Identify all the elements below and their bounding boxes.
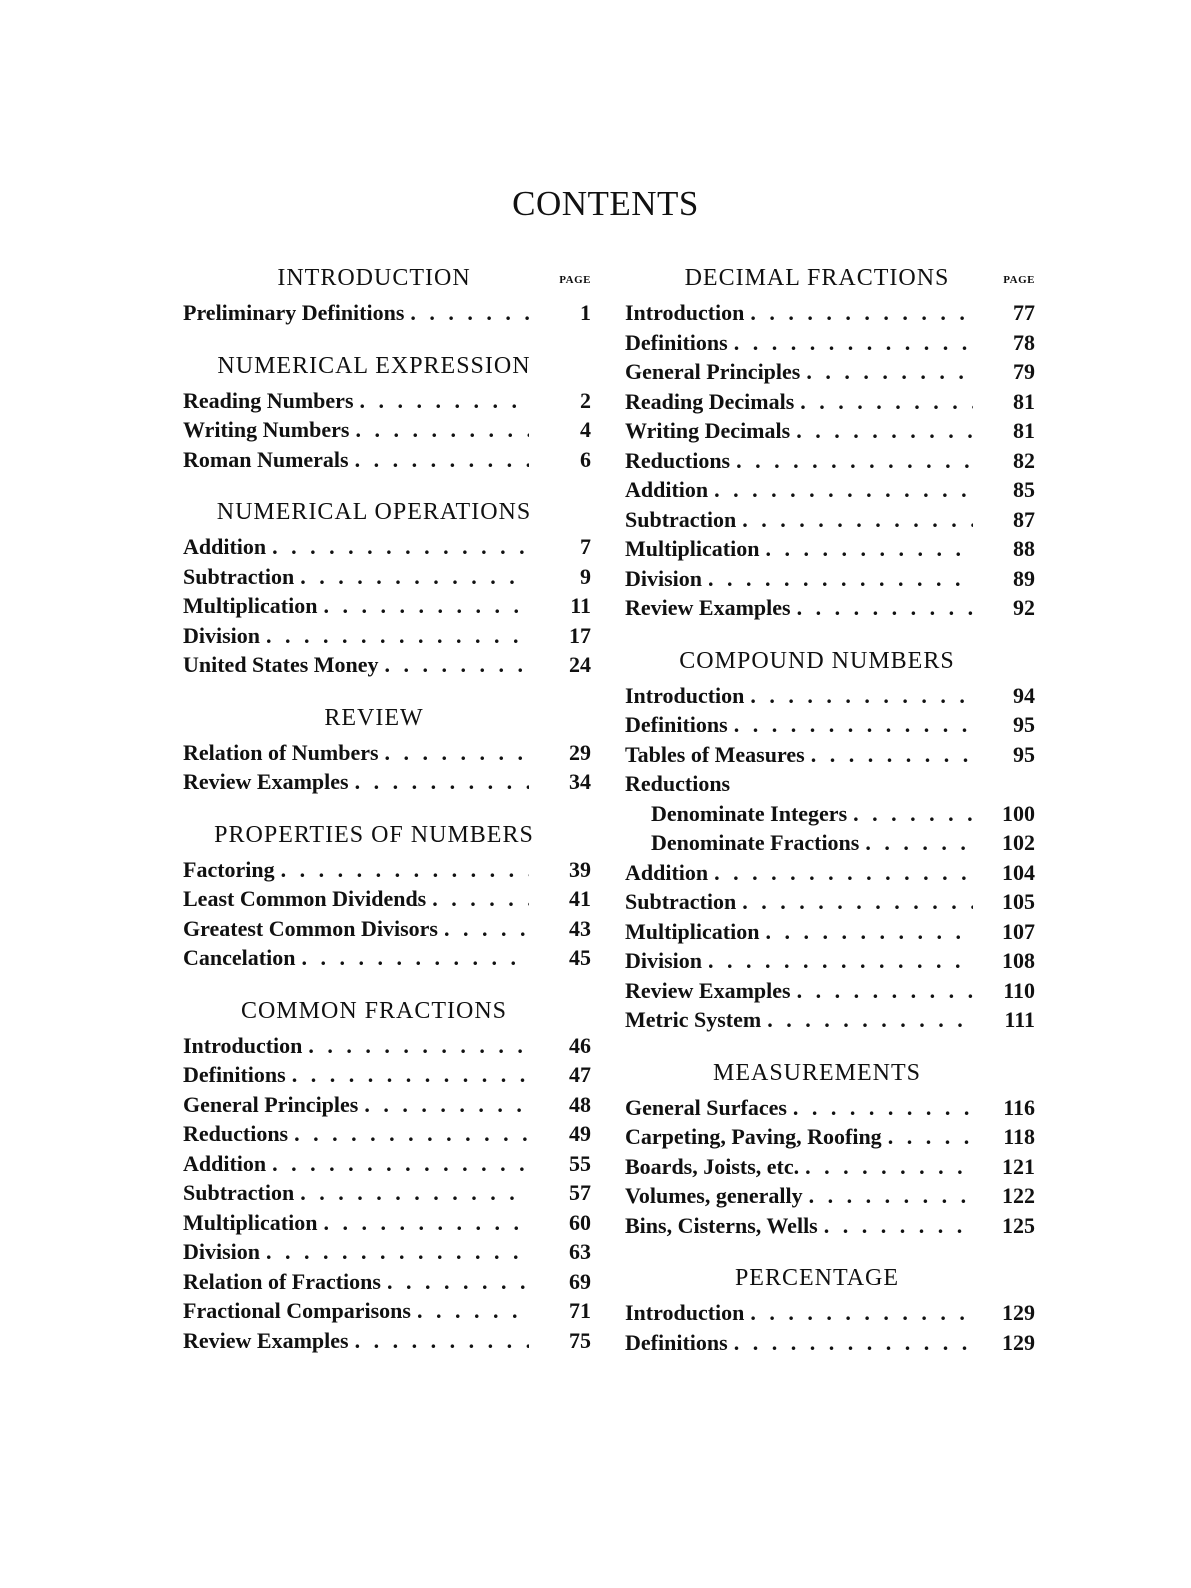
section-measurements xyxy=(625,1053,1035,1241)
dot-leader xyxy=(426,884,529,914)
toc-entry-page-number: 116 xyxy=(1003,1094,1035,1120)
dot-leader xyxy=(260,1237,529,1267)
toc-entry[interactable] xyxy=(183,855,591,885)
toc-entry-label: Introduction xyxy=(625,300,745,325)
section-heading-text: NUMERICAL EXPRESSION xyxy=(217,352,531,379)
toc-entry-label: Factoring xyxy=(183,856,275,882)
toc-entry[interactable] xyxy=(625,387,1035,417)
toc-entry[interactable] xyxy=(625,298,1035,328)
dot-leader xyxy=(744,1298,973,1328)
toc-entry-page-number: 94 xyxy=(1013,682,1035,708)
toc-entry[interactable] xyxy=(183,621,591,651)
dot-leader xyxy=(791,976,973,1006)
section-review xyxy=(183,698,591,797)
section-numerical-operations xyxy=(183,492,591,680)
toc-entry-page-number: 2 xyxy=(580,387,591,413)
toc-entry[interactable] xyxy=(183,532,591,562)
toc-entry-page-number: 118 xyxy=(1003,1124,1035,1149)
toc-entry[interactable] xyxy=(183,1178,591,1208)
toc-entry[interactable] xyxy=(625,1005,1035,1035)
toc-entry-page-number: 77 xyxy=(1013,300,1035,325)
page-column-label: PAGE xyxy=(559,274,591,286)
section-heading-text: INTRODUCTION xyxy=(277,265,471,291)
dot-leader xyxy=(358,1090,529,1120)
toc-entry-label: Subtraction xyxy=(625,506,737,532)
toc-entry[interactable] xyxy=(183,445,591,475)
toc-entry-page-number: 85 xyxy=(1013,477,1035,502)
dot-leader xyxy=(294,1178,529,1208)
toc-entry-label: Introduction xyxy=(183,1032,303,1058)
toc-entry-page-number: 75 xyxy=(569,1327,591,1353)
toc-entry[interactable] xyxy=(625,1122,1035,1152)
toc-entry-page-number: 82 xyxy=(1013,447,1035,473)
dot-leader xyxy=(708,475,973,505)
toc-entry-label: Division xyxy=(625,565,703,591)
dot-leader xyxy=(286,1060,529,1090)
dot-leader xyxy=(295,943,529,973)
toc-entry-label: Definitions xyxy=(625,329,728,355)
toc-entry-label: Bins, Cisterns, Wells xyxy=(625,1212,818,1238)
toc-entry-page-number: 110 xyxy=(1003,977,1035,1003)
dot-leader xyxy=(728,1328,973,1358)
dot-leader xyxy=(759,917,973,947)
dot-leader xyxy=(702,946,973,976)
section-percentage xyxy=(625,1258,1035,1357)
toc-entry-page-number: 88 xyxy=(1013,536,1035,561)
dot-leader xyxy=(736,505,973,535)
dot-leader xyxy=(787,1093,973,1123)
toc-entry-page-number: 48 xyxy=(569,1091,591,1117)
toc-entry-label: Definitions xyxy=(183,1062,286,1087)
toc-entry-page-number: 78 xyxy=(1013,329,1035,355)
dot-leader xyxy=(800,357,973,387)
toc-entry[interactable] xyxy=(183,914,591,944)
dot-leader xyxy=(702,564,973,594)
dot-leader xyxy=(708,858,973,888)
toc-entry[interactable] xyxy=(625,564,1035,594)
toc-entry[interactable] xyxy=(625,534,1035,564)
toc-entry-page-number: 71 xyxy=(569,1298,591,1323)
toc-entry-label: Multiplication xyxy=(625,536,760,561)
dot-leader xyxy=(288,1119,529,1149)
dot-leader xyxy=(728,710,973,740)
toc-entry[interactable] xyxy=(625,858,1035,888)
section-heading-text: COMPOUND NUMBERS xyxy=(679,647,955,674)
dot-leader xyxy=(379,650,529,680)
toc-entry-label: Writing Numbers xyxy=(183,417,350,442)
toc-entry-label: Preliminary Definitions xyxy=(183,300,405,325)
toc-entry-label: Carpeting, Paving, Roofing xyxy=(625,1124,882,1149)
section-heading xyxy=(625,258,1035,298)
dot-leader xyxy=(294,562,529,592)
dot-leader xyxy=(818,1211,973,1241)
toc-entry-page-number: 1 xyxy=(580,300,591,325)
dot-leader xyxy=(438,914,529,944)
toc-entry-page-number: 46 xyxy=(569,1032,591,1058)
toc-entry[interactable] xyxy=(625,328,1035,358)
toc-entry-page-number: 107 xyxy=(1002,918,1035,944)
toc-entry-page-number: 4 xyxy=(580,417,591,442)
section-heading-text: PERCENTAGE xyxy=(734,1265,900,1291)
toc-entry[interactable] xyxy=(625,1211,1035,1241)
toc-entry-label: Subtraction xyxy=(183,563,295,589)
toc-entry-page-number: 41 xyxy=(569,886,591,911)
toc-entry-page-number: 79 xyxy=(1013,359,1035,384)
toc-entry-page-number: 129 xyxy=(1002,1300,1035,1325)
toc-entry-label: Review Examples xyxy=(625,595,791,620)
toc-entry-page-number: 100 xyxy=(1002,800,1035,826)
toc-entry-label: Division xyxy=(625,948,703,973)
toc-entry[interactable] xyxy=(625,887,1035,917)
toc-entry[interactable] xyxy=(625,475,1035,505)
toc-entry-label: Addition xyxy=(183,534,267,559)
dot-leader xyxy=(349,445,529,475)
dot-leader xyxy=(302,1031,529,1061)
toc-entry-page-number: 7 xyxy=(580,534,591,559)
dot-leader xyxy=(728,328,973,358)
dot-leader xyxy=(379,738,529,768)
toc-entry[interactable] xyxy=(625,1298,1035,1328)
toc-entry[interactable] xyxy=(625,505,1035,535)
toc-entry-label: Reading Numbers xyxy=(183,387,354,413)
toc-entry[interactable] xyxy=(625,681,1035,711)
toc-entry-page-number: 11 xyxy=(570,593,591,618)
toc-entry-page-number: 95 xyxy=(1013,712,1035,737)
toc-entry[interactable] xyxy=(625,946,1035,976)
section-heading xyxy=(625,641,1035,681)
section-heading-text: DECIMAL FRACTIONS xyxy=(684,265,950,291)
section-heading xyxy=(183,492,591,532)
toc-entry-label: Cancelation xyxy=(183,945,296,970)
toc-entry-label: Addition xyxy=(625,859,709,885)
toc-entry-label: Metric System xyxy=(625,1007,762,1032)
toc-entry-page-number: 108 xyxy=(1002,948,1035,973)
toc-entry-page-number: 81 xyxy=(1013,418,1035,443)
toc-entry-page-number: 129 xyxy=(1002,1329,1035,1355)
section-heading xyxy=(625,1258,1035,1298)
toc-entry-page-number: 47 xyxy=(569,1062,591,1087)
toc-entry-page-number: 49 xyxy=(569,1121,591,1146)
toc-entry[interactable] xyxy=(625,593,1035,623)
toc-entry-label: Denominate Fractions xyxy=(651,830,860,855)
toc-entry-page-number: 89 xyxy=(1013,565,1035,591)
dot-leader xyxy=(404,298,529,328)
toc-entry[interactable] xyxy=(625,446,1035,476)
toc-entry[interactable] xyxy=(183,1326,591,1356)
toc-entry[interactable] xyxy=(183,1149,591,1179)
toc-entry-page-number: 6 xyxy=(580,446,591,472)
dot-leader xyxy=(266,532,529,562)
toc-entry-label: Subtraction xyxy=(625,889,737,914)
toc-entry-label: Definitions xyxy=(625,712,728,737)
toc-entry-label: Division xyxy=(183,622,261,648)
toc-entry[interactable] xyxy=(183,298,591,328)
toc-entry[interactable] xyxy=(183,884,591,914)
section-heading xyxy=(183,815,591,855)
dot-leader xyxy=(799,1152,973,1182)
toc-entry-page-number: 57 xyxy=(569,1180,591,1205)
toc-entry-page-number: 111 xyxy=(1004,1007,1035,1032)
dot-leader xyxy=(317,591,529,621)
right-column xyxy=(625,258,1035,1375)
toc-entry-label: General Principles xyxy=(625,359,801,384)
toc-entry-page-number: 69 xyxy=(569,1268,591,1294)
toc-entry-label: Tables of Measures xyxy=(625,741,805,767)
toc-entry[interactable] xyxy=(183,1296,591,1326)
toc-entry-page-number: 45 xyxy=(569,945,591,970)
toc-entry[interactable] xyxy=(183,1031,591,1061)
dot-leader xyxy=(411,1296,529,1326)
toc-entry-label: Addition xyxy=(183,1150,267,1176)
dot-leader xyxy=(791,593,973,623)
toc-entry-label: Multiplication xyxy=(183,593,318,618)
dot-leader xyxy=(847,799,973,829)
dot-leader xyxy=(803,1181,973,1211)
toc-entry-label: General Surfaces xyxy=(625,1094,787,1120)
toc-entry-page-number: 29 xyxy=(569,739,591,765)
toc-entry[interactable] xyxy=(183,1237,591,1267)
toc-entry[interactable] xyxy=(625,799,1035,829)
section-compound-numbers xyxy=(625,641,1035,1035)
toc-entry-label: Reductions xyxy=(183,1121,289,1146)
toc-entry-label: Addition xyxy=(625,477,709,502)
section-heading-text: MEASUREMENTS xyxy=(712,1059,922,1086)
toc-entry-page-number: 104 xyxy=(1002,859,1035,885)
section-properties-of-numbers xyxy=(183,815,591,973)
dot-leader xyxy=(759,534,973,564)
section-numerical-expression xyxy=(183,346,591,475)
section-heading-text: COMMON FRACTIONS xyxy=(240,997,508,1024)
toc-entry[interactable] xyxy=(625,416,1035,446)
section-heading-text: PROPERTIES OF NUMBERS xyxy=(214,821,534,848)
toc-entry-page-number: 39 xyxy=(569,856,591,882)
toc-entry-page-number: 34 xyxy=(569,769,591,794)
section-heading xyxy=(183,698,591,738)
toc-entry[interactable] xyxy=(625,710,1035,740)
toc-entry[interactable] xyxy=(183,1208,591,1238)
toc-entry-page-number: 125 xyxy=(1002,1212,1035,1238)
toc-entry-label: Reading Decimals xyxy=(625,388,795,414)
toc-entry-page-number: 43 xyxy=(569,915,591,941)
toc-entry-page-number: 9 xyxy=(580,563,591,589)
dot-leader xyxy=(381,1267,529,1297)
dot-leader xyxy=(761,1005,973,1035)
toc-entry-label: United States Money xyxy=(183,652,379,677)
dot-leader xyxy=(736,887,973,917)
toc-entry-label: Multiplication xyxy=(625,918,760,944)
dot-leader xyxy=(790,416,973,446)
toc-entry-page-number: 24 xyxy=(569,652,591,677)
dot-leader xyxy=(275,855,529,885)
page-column-label: PAGE xyxy=(1003,274,1035,286)
toc-entry-label: Relation of Fractions xyxy=(183,1268,381,1294)
dot-leader xyxy=(859,828,973,858)
toc-entry-page-number: 122 xyxy=(1002,1183,1035,1208)
toc-entry[interactable] xyxy=(183,1119,591,1149)
toc-entry-label: Multiplication xyxy=(183,1209,318,1235)
page-title: CONTENTS xyxy=(512,184,699,223)
section-heading xyxy=(183,258,591,298)
toc-entry[interactable] xyxy=(183,1060,591,1090)
section-heading-text: REVIEW xyxy=(324,704,424,731)
toc-entry-label: Least Common Dividends xyxy=(183,886,427,911)
toc-entry-page-number: 63 xyxy=(569,1239,591,1264)
dot-leader xyxy=(730,446,973,476)
toc-entry[interactable] xyxy=(183,415,591,445)
dot-leader xyxy=(349,1326,529,1356)
toc-entry[interactable] xyxy=(625,740,1035,770)
section-heading xyxy=(183,991,591,1031)
toc-entry-page-number: 105 xyxy=(1002,889,1035,914)
toc-entry-label: Greatest Common Divisors xyxy=(183,915,438,941)
toc-entry-label: Subtraction xyxy=(183,1180,295,1205)
toc-entry[interactable] xyxy=(625,828,1035,858)
toc-entry-page-number: 87 xyxy=(1013,506,1035,532)
dot-leader xyxy=(882,1122,973,1152)
toc-entry-label: Review Examples xyxy=(183,769,349,794)
toc-entry-page-number: 92 xyxy=(1013,595,1035,620)
section-heading xyxy=(625,1053,1035,1093)
toc-entry[interactable] xyxy=(625,357,1035,387)
left-column xyxy=(183,258,591,1373)
dot-leader xyxy=(794,387,973,417)
section-introduction xyxy=(183,258,591,328)
toc-entry-label: Introduction xyxy=(625,1300,745,1325)
toc-entry-label: Writing Decimals xyxy=(625,418,791,443)
section-decimal-fractions xyxy=(625,258,1035,623)
toc-entry[interactable] xyxy=(625,917,1035,947)
toc-entry-label: Review Examples xyxy=(625,977,791,1003)
toc-entry-label: Definitions xyxy=(625,1329,728,1355)
toc-entry-label: Boards, Joists, etc. xyxy=(625,1153,800,1179)
toc-entry-label: Reductions xyxy=(625,771,731,796)
toc-entry[interactable] xyxy=(625,769,1035,799)
toc-entry[interactable] xyxy=(183,650,591,680)
section-heading-text: NUMERICAL OPERATIONS xyxy=(216,499,532,525)
toc-entry-label: General Principles xyxy=(183,1091,359,1117)
toc-entry[interactable] xyxy=(625,1152,1035,1182)
toc-entry[interactable] xyxy=(183,738,591,768)
dot-leader xyxy=(349,767,529,797)
toc-entry[interactable] xyxy=(625,1181,1035,1211)
dot-leader xyxy=(317,1208,529,1238)
toc-entry-label: Relation of Numbers xyxy=(183,739,379,765)
toc-entry[interactable] xyxy=(183,1090,591,1120)
toc-entry-label: Fractional Comparisons xyxy=(183,1298,411,1323)
toc-entry[interactable] xyxy=(183,1267,591,1297)
dot-leader xyxy=(349,415,529,445)
dot-leader xyxy=(744,681,973,711)
toc-entry-label: Division xyxy=(183,1239,261,1264)
section-heading xyxy=(183,346,591,386)
toc-entry-page-number: 95 xyxy=(1013,741,1035,767)
toc-entry[interactable] xyxy=(625,1328,1035,1358)
toc-entry[interactable] xyxy=(183,562,591,592)
toc-entry-page-number: 55 xyxy=(569,1150,591,1176)
toc-entry-page-number: 121 xyxy=(1002,1153,1035,1179)
toc-entry-page-number: 60 xyxy=(569,1209,591,1235)
dot-leader xyxy=(266,1149,529,1179)
dot-leader xyxy=(744,298,973,328)
toc-entry-label: Review Examples xyxy=(183,1327,349,1353)
section-common-fractions xyxy=(183,991,591,1356)
toc-entry-page-number: 102 xyxy=(1002,830,1035,855)
toc-entry-label: Volumes, generally xyxy=(625,1183,803,1208)
toc-entry-label: Denominate Integers xyxy=(651,800,848,826)
toc-entry[interactable] xyxy=(625,976,1035,1006)
toc-entry-label: Reductions xyxy=(625,447,731,473)
toc-entry[interactable] xyxy=(183,943,591,973)
toc-entry-label: Roman Numerals xyxy=(183,446,349,472)
dot-leader xyxy=(260,621,529,651)
toc-entry[interactable] xyxy=(183,591,591,621)
toc-entry[interactable] xyxy=(625,1093,1035,1123)
toc-entry-page-number: 17 xyxy=(569,622,591,648)
toc-entry-label: Introduction xyxy=(625,682,745,708)
dot-leader xyxy=(354,386,529,416)
toc-entry[interactable] xyxy=(183,767,591,797)
toc-entry[interactable] xyxy=(183,386,591,416)
dot-leader xyxy=(805,740,973,770)
toc-entry-page-number: 81 xyxy=(1013,388,1035,414)
